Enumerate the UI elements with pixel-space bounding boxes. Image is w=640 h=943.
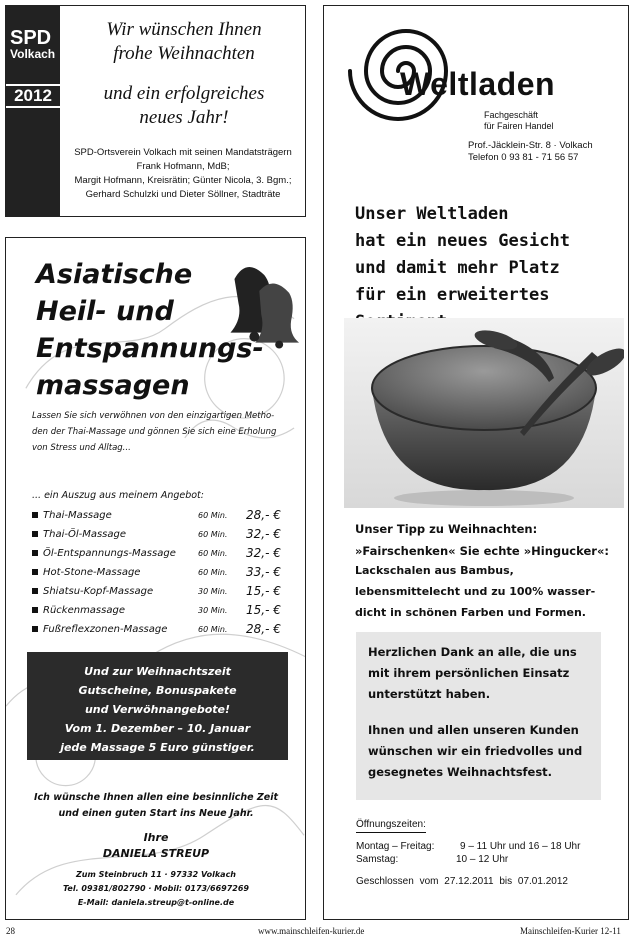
offer-heading: ... ein Auszug aus meinem Angebot: [32, 490, 204, 501]
massage-wishes: Ich wünsche Ihnen allen eine besinnliche Zeit und einen guten Start ins Neue Jahr. [33, 792, 279, 819]
opening-hours-heading: Öffnungszeiten: [356, 818, 426, 833]
thanks-box [356, 632, 601, 800]
massage-address: Zum Steinbruch 11 · 97332 Volkach Tel. 09381/802790 · Mobil: 0173/6697269 E-Mail: daniela.streup@t-online.de [63, 870, 249, 907]
list-item: Rückenmassage 30 Min. 15,- € [32, 601, 294, 620]
christmas-promo: Und zur Weihnachtszeit Gutscheine, Bonuspakete und Verwöhnangebote! Vom 1. Dezember – 10. Januar jede Massage 5 Euro günstiger. [27, 652, 288, 760]
spd-greeting-2: und ein erfolgreiches neues Jahr! [103, 83, 265, 128]
spd-year: 2012 [6, 84, 60, 108]
page-number: 28 [6, 926, 15, 936]
spd-info: SPD-Ortsverein Volkach mit seinen Mandatsträgern Frank Hofmann, MdB; Margit Hofmann, Kreisrätin; Günter Nicola, 3. Bgm.; Gerhard Schulzki und Dieter Söllner, Stadträte [74, 147, 292, 200]
weltladen-ad: Weltladen Fachgeschäft für Fairen Handel Prof.-Jäcklein-Str. 8 · Volkach Telefon 0 93 81 - 71 56 57 Unser Weltladen hat ein neues Gesicht und damit mehr Platz für ein erweitertes Unser Tipp zu Weihnachten: »Fairschenken« Sie echte »Hingucker«: Lackschalen aus Bambus, lebensmittelecht und zu 100% wasser- dicht in schönen Farben und Formen. Herzlichen Dank an alle, die uns mit ihrem persönlichen Einsatz unterstützt haben. Ihnen und allen unseren Kunden wünschen wir ein friedvolles und gesegnetes Weihnachtsfest. Öffnungszeiten: Montag – Freitag: 9 – 11 Uhr und 16 – 18 Uhr Samstag: 10 – 12 Uhr Geschlossen vom 27.12.2011 bis 07.01.2012 [323, 5, 629, 920]
spd-greeting: Wir wünschen Ihnen frohe Weihnachten [106, 19, 262, 64]
issue-label: Mainschleifen-Kurier 12-11 [520, 926, 621, 936]
massage-ad [5, 237, 306, 920]
spd-logo: SPD Volkach [10, 27, 56, 61]
massage-title: Asiatische Heil- und Entspannungs- massagen [36, 259, 264, 401]
list-item: Thai-Öl-Massage 60 Min. 32,- € [32, 525, 294, 544]
bowl-image [344, 318, 624, 508]
massage-intro: Lassen Sie sich verwöhnen von den einzigartigen Metho- den der Thai-Massage und gönnen Sie sich eine Erholung von Stress und Alltag... [32, 411, 277, 453]
tip-text: Lackschalen aus Bambus, lebensmittelecht und zu 100% wasser- dicht in schönen Farben und Formen. [355, 564, 596, 619]
spd-ad [5, 5, 306, 217]
weltladen-subtitle: Fachgeschäft für Fairen Handel [484, 110, 554, 131]
list-item: Hot-Stone-Massage 60 Min. 33,- € [32, 563, 294, 582]
list-item: Fußreflexzonen-Massage 60 Min. 28,- € [32, 620, 294, 639]
list-item: Thai-Massage 60 Min. 28,- € [32, 506, 294, 525]
weltladen-contact: Prof.-Jäcklein-Str. 8 · Volkach Telefon 0 93 81 - 71 56 57 [468, 140, 593, 163]
website: www.mainschleifen-kurier.de [258, 926, 365, 936]
signature: Ihre DANIELA STREUP [102, 831, 210, 860]
list-item: Öl-Entspannungs-Massage 60 Min. 32,- € [32, 544, 294, 563]
tip-heading: Unser Tipp zu Weihnachten: »Fairschenken« Sie echte »Hingucker«: [355, 522, 609, 558]
thanks-text: Herzlichen Dank an alle, die uns mit ihrem persönlichen Einsatz unterstützt haben. [368, 645, 577, 701]
weltladen-brand: Weltladen [400, 66, 556, 102]
weltladen-headline: Unser Weltladen hat ein neues Gesicht und damit mehr Platz für ein erweitertes [355, 204, 570, 305]
closed-notice: Geschlossen vom 27.12.2011 bis 07.01.2012 [356, 876, 568, 887]
price-list [32, 506, 294, 639]
christmas-wishes: Ihnen und allen unseren Kunden wünschen wir ein friedvolles und gesegnetes Weihnachtsfest. [368, 723, 583, 779]
list-item: Shiatsu-Kopf-Massage 30 Min. 15,- € [32, 582, 294, 601]
